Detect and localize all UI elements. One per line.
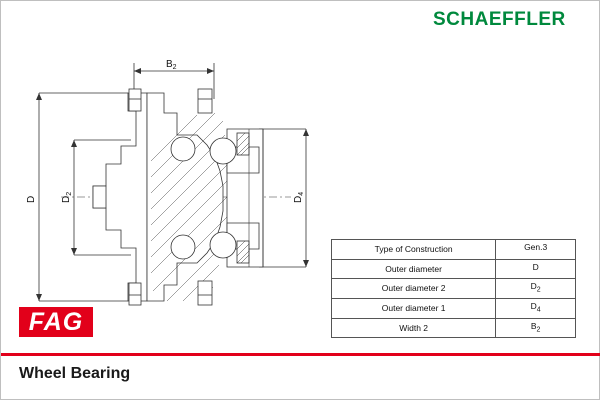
dimension-label-d: D [26, 195, 37, 203]
footer-divider [1, 353, 600, 356]
spec-value: $B_2$ [496, 318, 576, 338]
specification-table [331, 239, 576, 338]
spec-label: Type of Construction [332, 240, 496, 260]
spec-label: Outer diameter 1 [332, 299, 496, 319]
spec-label: Outer diameter [332, 259, 496, 279]
spec-value: Gen.3 [496, 240, 576, 260]
dimension-label-b2: $B_2$ [166, 59, 177, 71]
table-row [332, 259, 576, 279]
table-row [332, 318, 576, 338]
table-row [332, 279, 576, 299]
fag-logo: FAG [19, 307, 93, 337]
schaeffler-logo: SCHAEFFLER [433, 9, 566, 30]
dimension-label-d2: $D_2$ [61, 191, 73, 203]
spec-value: D [496, 259, 576, 279]
spec-value: $D_2$ [496, 279, 576, 299]
spec-label: Outer diameter 2 [332, 279, 496, 299]
spec-value: $D_4$ [496, 299, 576, 319]
wheel-bearing-technical-drawing [1, 1, 600, 401]
table-row [332, 299, 576, 319]
spec-label: Width 2 [332, 318, 496, 338]
table-row [332, 240, 576, 260]
dimension-label-d4: $D_4$ [293, 191, 305, 203]
part-title: Wheel Bearing [19, 365, 131, 382]
